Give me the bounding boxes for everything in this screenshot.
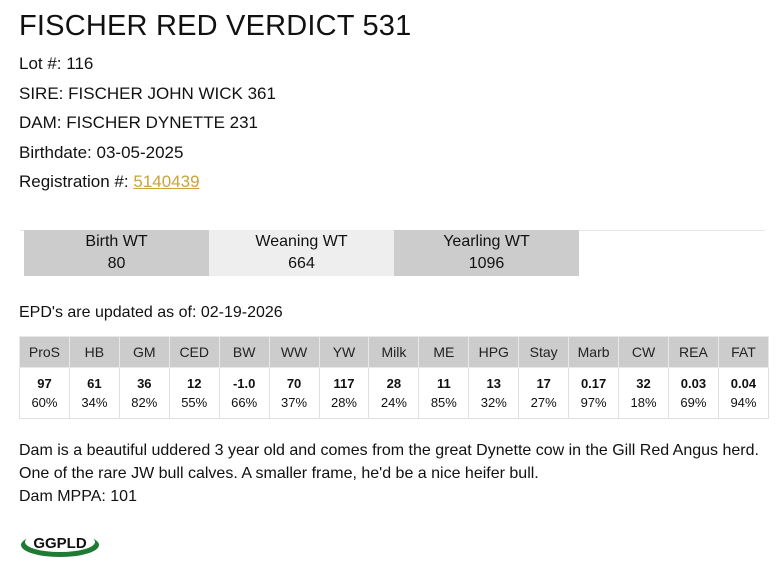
- epd-header: CW: [619, 337, 669, 368]
- dam-mppa-line: Dam MPPA: 101: [19, 488, 137, 505]
- epd-cell: [69, 368, 119, 419]
- epd-cell: [519, 368, 569, 419]
- epd-cell: [419, 368, 469, 419]
- epd-accuracy: 28%: [330, 395, 357, 410]
- epd-value: 117: [333, 376, 355, 391]
- epd-accuracy: 82%: [131, 395, 158, 410]
- epd-table: [19, 336, 769, 419]
- description-line: Dam is a beautiful uddered 3 year old and comes from the great Dynette cow in the Gill Red Angus herd.: [19, 442, 759, 459]
- epd-header-row: [20, 337, 769, 368]
- logo-text: GGPLD: [33, 535, 87, 552]
- yearling-weight-label: Yearling WT: [443, 233, 530, 250]
- epd-value: 32: [636, 376, 651, 391]
- epd-cell: [269, 368, 319, 419]
- epd-header: HB: [69, 337, 119, 368]
- epd-accuracy: 97%: [580, 395, 607, 410]
- epd-cell: [668, 368, 718, 419]
- epd-accuracy: 24%: [380, 395, 407, 410]
- epd-accuracy: 37%: [281, 395, 308, 410]
- epd-value: -1.0: [232, 376, 256, 391]
- epd-cell: [469, 368, 519, 419]
- sire-line: [19, 79, 769, 109]
- epd-value: 0.03: [680, 376, 707, 391]
- epd-header: YW: [319, 337, 369, 368]
- birthdate-line: [19, 138, 769, 168]
- birth-weight-label: Birth WT: [85, 233, 148, 250]
- sire-label: SIRE:: [19, 83, 64, 103]
- epd-accuracy: 94%: [730, 395, 757, 410]
- epd-accuracy: 69%: [680, 395, 707, 410]
- epd-cell: [369, 368, 419, 419]
- epd-value: 0.04: [730, 376, 757, 391]
- epd-cell: [119, 368, 169, 419]
- weaning-weight-label: Weaning WT: [255, 233, 348, 250]
- epd-header: WW: [269, 337, 319, 368]
- epd-header: ME: [419, 337, 469, 368]
- lot-line: [19, 49, 769, 79]
- birthdate-label: Birthdate:: [19, 142, 92, 162]
- epd-value: 97: [37, 376, 52, 391]
- weaning-weight-value: 664: [288, 255, 315, 272]
- epd-header: Stay: [519, 337, 569, 368]
- epd-header: FAT: [718, 337, 768, 368]
- epd-header: Marb: [569, 337, 619, 368]
- epd-value: 12: [186, 376, 202, 391]
- birth-weight-cell: [24, 230, 209, 276]
- epd-value: 17: [536, 376, 551, 391]
- epd-header: BW: [219, 337, 269, 368]
- epd-updated-text: EPD's are updated as of: 02-19-2026: [19, 304, 283, 321]
- epd-header: Milk: [369, 337, 419, 368]
- epd-accuracy: 18%: [630, 395, 657, 410]
- epd-header: REA: [668, 337, 718, 368]
- yearling-weight-value: 1096: [468, 255, 505, 272]
- registration-line: [19, 167, 769, 197]
- description-line: One of the rare JW bull calves. A smaller frame, he'd be a nice heifer bull.: [19, 465, 539, 482]
- yearling-weight-cell: [394, 230, 579, 276]
- epd-header: GM: [119, 337, 169, 368]
- epd-value: 0.17: [580, 376, 607, 391]
- dam-value: FISCHER DYNETTE 231: [66, 113, 258, 132]
- animal-title: FISCHER RED VERDICT 531: [19, 10, 412, 42]
- weights-row: [24, 230, 579, 276]
- sire-value: FISCHER JOHN WICK 361: [68, 83, 276, 103]
- dam-line: [19, 108, 769, 138]
- registration-label: Registration #:: [19, 172, 129, 191]
- animal-info: [19, 0, 769, 197]
- epd-header: CED: [169, 337, 219, 368]
- epd-header: ProS: [20, 337, 70, 368]
- dam-label: DAM:: [19, 113, 62, 132]
- epd-cell: [619, 368, 669, 419]
- epd-value: 11: [436, 376, 451, 391]
- epd-header: HPG: [469, 337, 519, 368]
- epd-accuracy: 66%: [231, 395, 258, 410]
- epd-cell: [219, 368, 269, 419]
- animal-description: [19, 439, 759, 508]
- epd-value: 13: [486, 376, 501, 391]
- epd-cell: [569, 368, 619, 419]
- weaning-weight-cell: [209, 230, 394, 276]
- lot-label: Lot #:: [19, 54, 62, 73]
- epd-accuracy: 27%: [530, 395, 557, 410]
- birth-weight-value: 80: [107, 255, 126, 272]
- epd-value: 70: [286, 376, 302, 391]
- epd-accuracy: 85%: [430, 395, 457, 410]
- epd-cell: [718, 368, 768, 419]
- epd-cell: [169, 368, 219, 419]
- registration-link[interactable]: 5140439: [133, 172, 200, 191]
- epd-cell: [319, 368, 369, 419]
- epd-value: 36: [137, 376, 152, 391]
- epd-value: 28: [386, 376, 402, 391]
- lot-value: 116: [66, 54, 94, 73]
- epd-accuracy: 60%: [31, 395, 58, 410]
- ggpld-logo-icon: [20, 529, 102, 559]
- epd-accuracy: 55%: [181, 395, 208, 410]
- epd-cell: [20, 368, 70, 419]
- epd-value-row: [20, 368, 769, 419]
- birthdate-value: 03-05-2025: [96, 142, 184, 162]
- epd-value: 61: [87, 376, 102, 391]
- epd-accuracy: 34%: [81, 395, 108, 410]
- epd-accuracy: 32%: [480, 395, 507, 410]
